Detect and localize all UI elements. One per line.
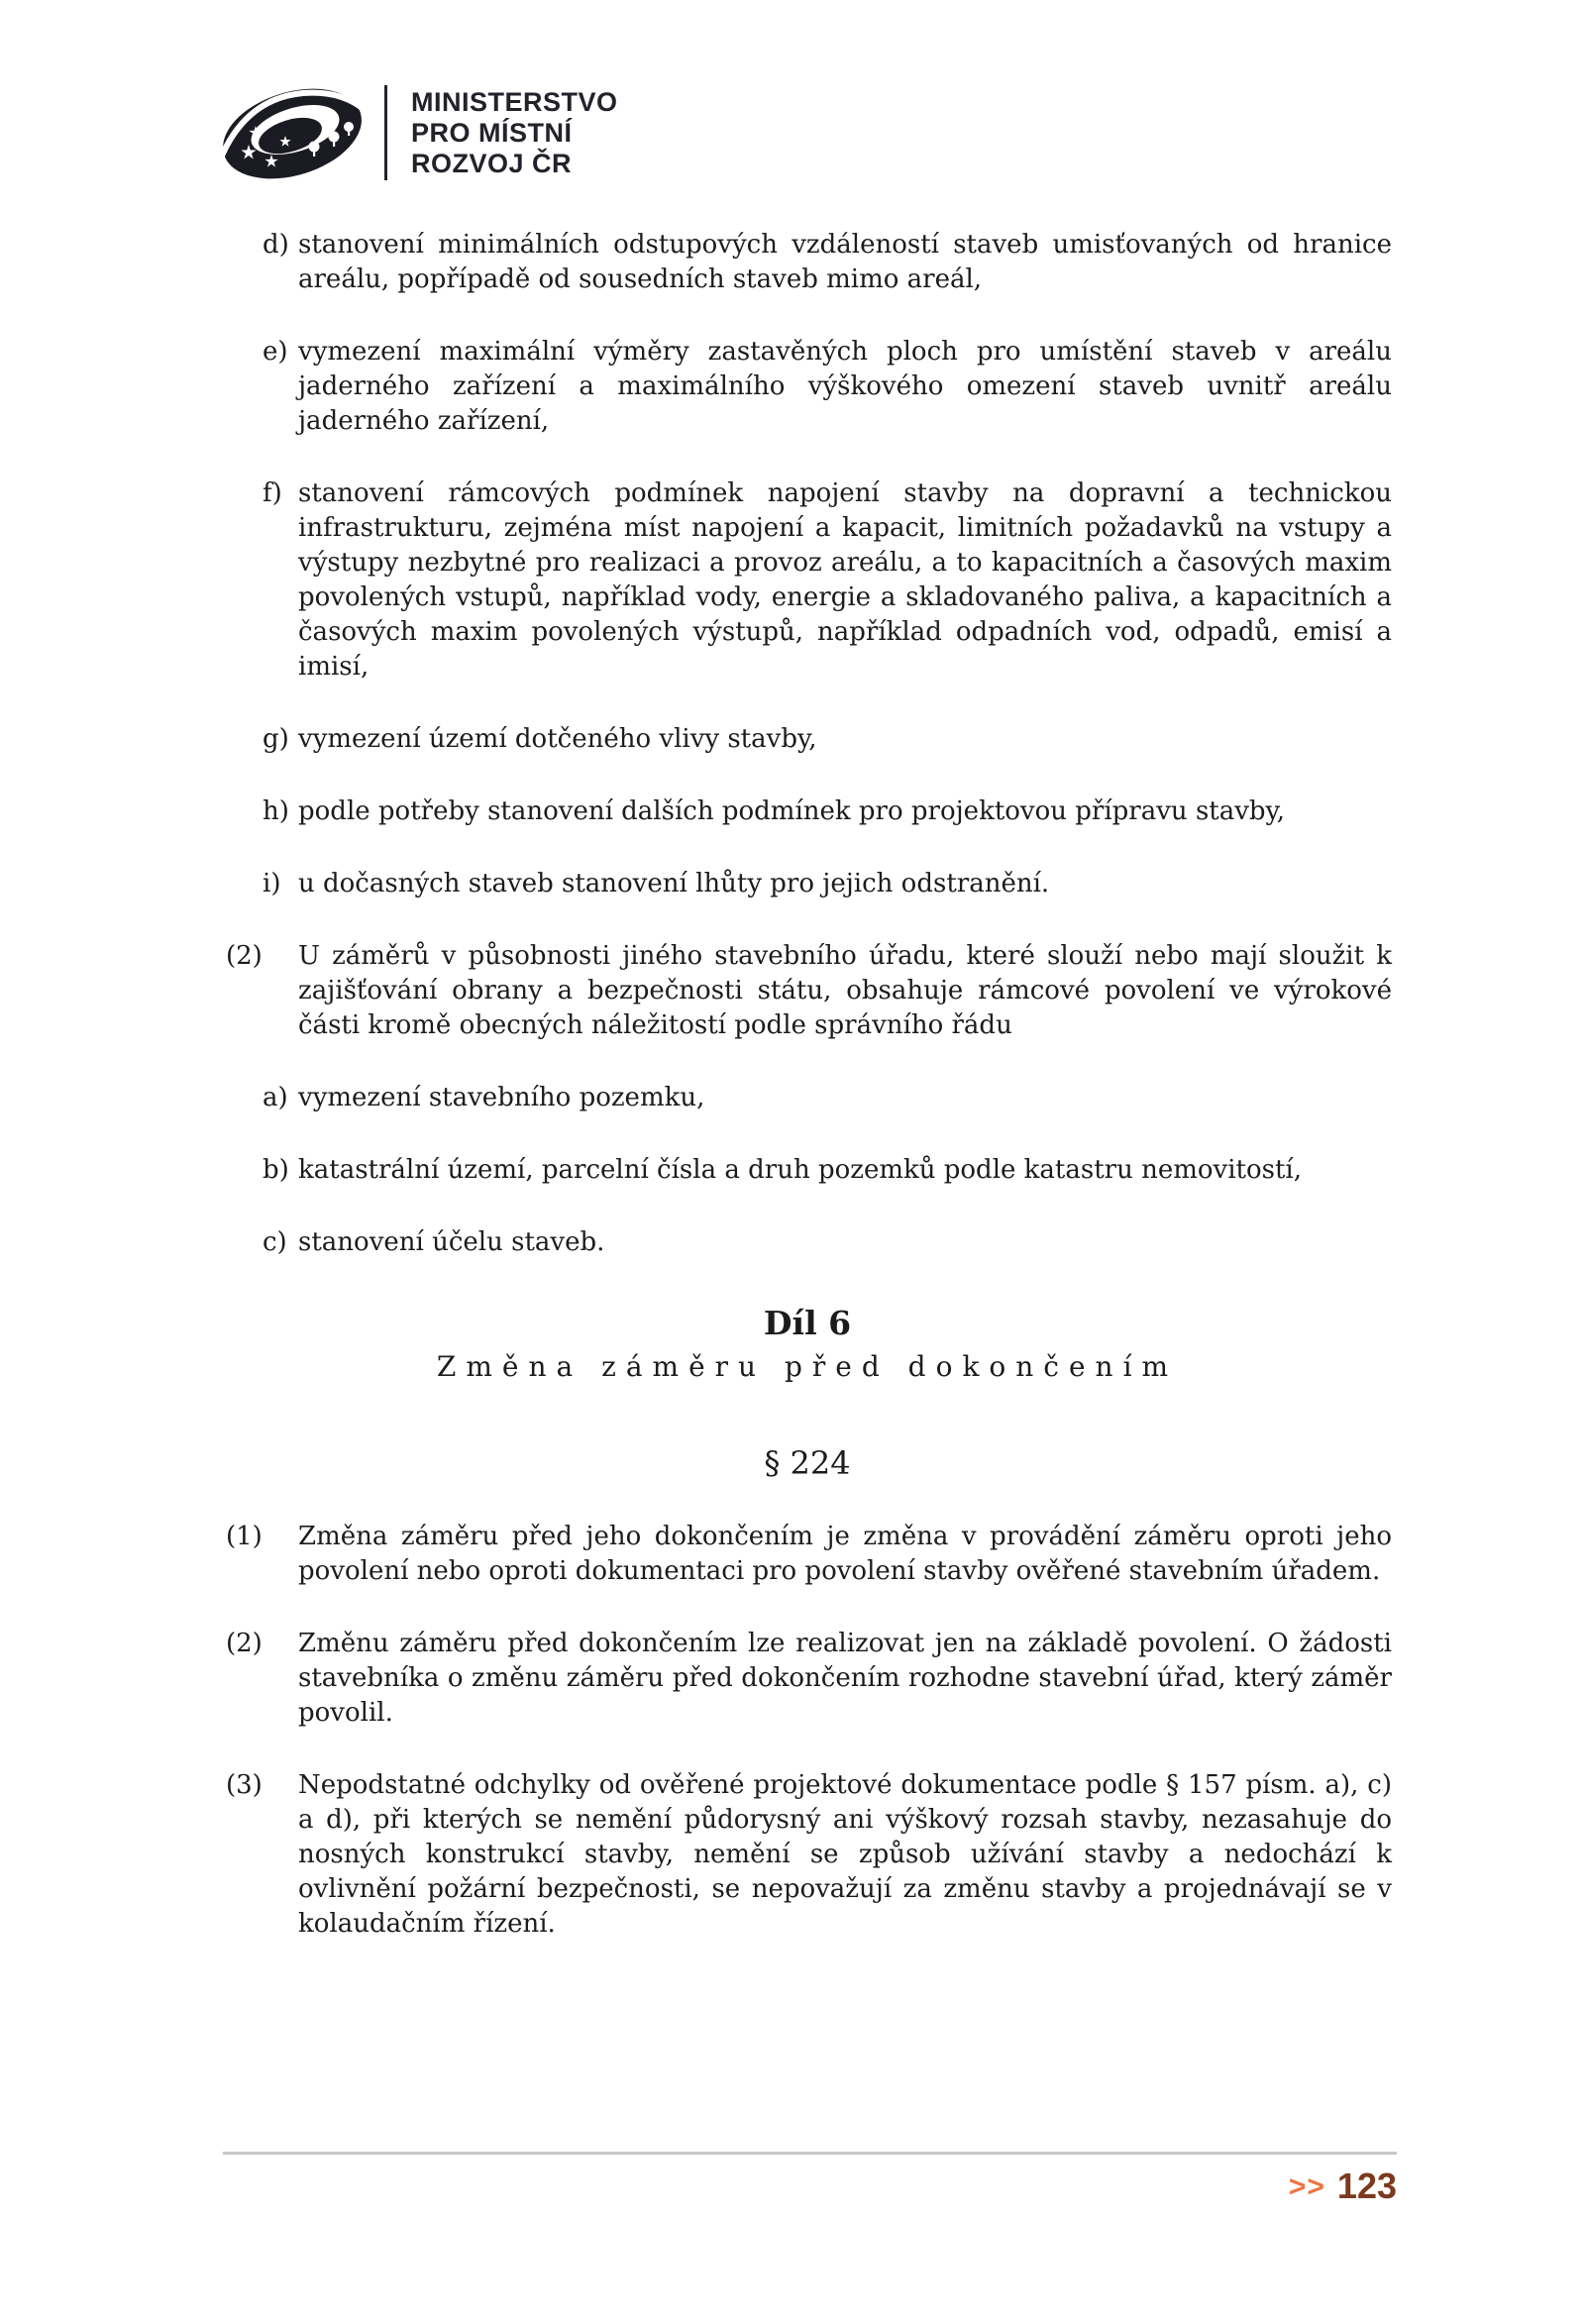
list-item-text: stanovení účelu staveb.: [298, 1227, 605, 1257]
list-marker: g): [263, 724, 289, 754]
list-marker: a): [263, 1083, 288, 1112]
list-item-e: [223, 335, 1392, 439]
section-subtitle: Změna záměru před dokončením: [436, 1350, 1179, 1383]
paragraph-marker: (3): [226, 1770, 263, 1800]
list-marker: h): [263, 796, 289, 826]
paragraph-text: Nepodstatné odchylky od ověřené projektové dokumentace podle § 157 písm. a), c) a d), při kterých se nemění půdorysný ani výškový rozsah stavby, nezasahuje do nosných konstrukcí stavby, nemění se způsob užívání stavby a nedochází k ovlivnění požární bezpečnosti, se nepovažují za změnu stavby a projednávají se v kolaudačním řízení.: [298, 1770, 1392, 1939]
paragraph-text: U záměrů v působnosti jiného stavebního úřadu, které slouží nebo mají sloužit k zajišťování obrany a bezpečnosti státu, obsahuje rámcové povolení ve výrokové části kromě obecných náležitostí podle správního řádu: [298, 941, 1392, 1040]
page-number-block: [223, 2166, 1397, 2207]
list-item-f: [223, 476, 1392, 685]
list-item-text: katastrální území, parcelní čísla a druh pozemků podle katastru nemovitostí,: [298, 1155, 1303, 1185]
list-item-text: vymezení stavebního pozemku,: [298, 1083, 705, 1112]
list-item-text: vymezení území dotčeného vlivy stavby,: [298, 724, 817, 754]
paragraph-marker: (2): [226, 1629, 263, 1658]
list-item-text: stanovení minimálních odstupových vzdáleností staveb umisťovaných od hranice areálu, popřípadě od sousedních staveb mimo areál,: [298, 230, 1392, 294]
ministry-name-line2: PRO MÍSTNÍ: [411, 117, 573, 148]
sublist-item-b: [223, 1153, 1392, 1188]
list-item-d: [223, 228, 1392, 297]
s224-paragraph-1: [223, 1520, 1392, 1589]
section-title: Díl 6: [763, 1304, 852, 1342]
list-marker: e): [263, 337, 288, 367]
ministry-logo-icon: [220, 85, 365, 181]
document-body: [223, 228, 1392, 1942]
list-marker: i): [263, 869, 281, 898]
list-item-text: u dočasných staveb stanovení lhůty pro jejich odstranění.: [298, 869, 1050, 898]
list-item-text: vymezení maximální výměry zastavěných ploch pro umístění staveb v areálu jaderného zařízení a maximálního výškového omezení staveb uvnitř areálu jaderného zařízení,: [298, 337, 1392, 436]
sublist-item-c: [223, 1225, 1392, 1260]
page-number-chevrons-icon: >>: [1288, 2170, 1325, 2203]
list-marker: b): [263, 1155, 289, 1185]
page-number: 123: [1336, 2166, 1397, 2206]
ministry-brand-block: [220, 83, 1585, 182]
list-marker: d): [263, 230, 289, 260]
ministry-name-line1: MINISTERSTVO: [411, 86, 618, 117]
paragraph-marker: (2): [226, 941, 263, 971]
footer-divider: [223, 2152, 1397, 2155]
logo-divider: [384, 85, 387, 180]
list-item-i: [223, 867, 1392, 901]
s224-paragraph-3: [223, 1768, 1392, 1942]
section-paragraph-sign: § 224: [764, 1444, 851, 1482]
ministry-name: [411, 87, 618, 179]
paragraph-text: Změnu záměru před dokončením lze realizovat jen na základě povolení. O žádosti stavebníka o změnu záměru před dokončením rozhodne stavební úřad, který záměr povolil.: [298, 1629, 1392, 1728]
paragraph-text: Změna záměru před jeho dokončením je změna v provádění záměru oproti jeho povolení nebo oproti dokumentaci pro povolení stavby ověřené stavebním úřadem.: [298, 1522, 1392, 1586]
paragraph-marker: (1): [226, 1522, 263, 1551]
document-page: [0, 83, 1585, 2206]
list-marker: f): [263, 478, 282, 508]
list-item-text: podle potřeby stanovení dalších podmínek pro projektovou přípravu stavby,: [298, 796, 1286, 826]
sublist-item-a: [223, 1081, 1392, 1115]
ministry-name-line3: ROZVOJ ČR: [411, 148, 573, 178]
s224-paragraph-2: [223, 1627, 1392, 1731]
list-item-h: [223, 794, 1392, 829]
list-item-text: stanovení rámcových podmínek napojení stavby na dopravní a technickou infrastrukturu, zejména míst napojení a kapacit, limitních požadavků na vstupy a výstupy nezbytné pro realizaci a provoz areálu, a to kapacitních a časových maxim povolených vstupů, například vody, energie a skladovaného paliva, a kapacitních a časových maxim povolených výstupů, například odpadních vod, odpadů, emisí a imisí,: [298, 478, 1392, 682]
list-marker: c): [263, 1227, 287, 1257]
paragraph-2: [223, 939, 1392, 1043]
list-item-g: [223, 722, 1392, 757]
